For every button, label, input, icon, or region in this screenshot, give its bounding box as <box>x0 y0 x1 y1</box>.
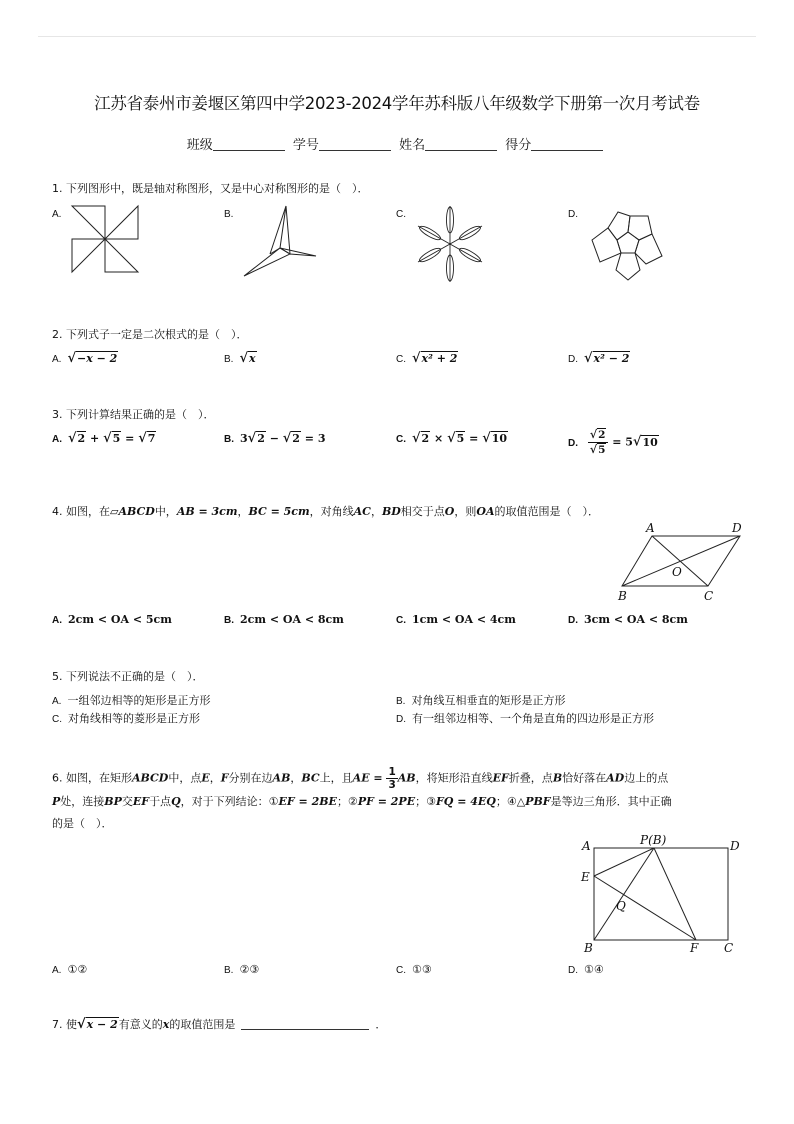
label-b: B <box>618 589 627 603</box>
question-5: 5. 下列说法不正确的是（ ）． <box>52 670 204 683</box>
q1-option-a[interactable]: A. <box>52 209 62 220</box>
q2-option-d[interactable]: D. √x² − 2 <box>568 351 630 366</box>
number-label: 学号 <box>292 138 319 153</box>
name-field[interactable] <box>425 138 497 151</box>
q3-option-c[interactable]: C. √2 × √5 = √10 <box>396 431 508 446</box>
question-4: 4. 如图，在▱ABCD中，AB = 3cm，BC = 5cm，对角线AC，BD相交于点O，则OA的取值范围是（ ）． <box>52 505 599 518</box>
question-1 <box>52 180 369 196</box>
q5-option-d[interactable]: D. 有一组邻边相等、一个角是直角的四边形是正方形 <box>396 712 654 725</box>
label-a: A <box>582 839 591 853</box>
pentagon-ring-figure <box>584 200 672 288</box>
q3-option-a[interactable]: A. √2 + √5 = √7 <box>52 431 156 446</box>
question-6 <box>52 766 752 835</box>
label-q: Q <box>616 899 626 913</box>
parallelogram-figure <box>610 520 760 604</box>
q1-option-c[interactable]: C. <box>396 209 406 220</box>
rectangle-fold-figure <box>578 830 748 958</box>
label-e: E <box>581 870 590 884</box>
q6-line-3: 的是（ ）． <box>52 817 113 830</box>
question-text: 下列计算结果正确的是（ ）． <box>66 408 215 421</box>
label-a: A <box>646 521 655 535</box>
q4-option-a[interactable]: A. 2cm < OA < 5cm <box>52 613 172 626</box>
q1-option-b[interactable]: B. <box>224 209 234 220</box>
q2-option-b[interactable]: B. √x <box>224 351 256 366</box>
student-info-line <box>0 134 794 153</box>
q6-option-d[interactable]: D. ①④ <box>568 963 604 976</box>
page-top-rule <box>38 36 756 37</box>
q6-option-c[interactable]: C. ①③ <box>396 963 432 976</box>
number-field[interactable] <box>319 138 391 151</box>
q6-line-2: P处，连接BP交EF于点Q，对于下列结论：①EF = 2BE；②PF = 2PE；③FQ = 4EQ；④△PBF是等边三角形．其中正确 <box>52 795 672 808</box>
label-pb: P(B) <box>640 833 667 847</box>
label-d: D <box>732 521 742 535</box>
label-c: C <box>704 589 714 603</box>
q3-option-d[interactable]: D. $\frac{√2}{√5}$ = 5√10 <box>568 428 658 456</box>
page-title: 江苏省泰州市姜堰区第四中学2023-2024学年苏科版八年级数学下册第一次月考试卷 <box>94 94 700 113</box>
q4-option-c[interactable]: C. 1cm < OA < 4cm <box>396 613 516 626</box>
q5-option-c[interactable]: C. 对角线相等的菱形是正方形 <box>52 712 200 725</box>
question-text: 下列图形中，既是轴对称图形，又是中心对称图形的是（ ）． <box>66 182 369 195</box>
q4-option-b[interactable]: B. 2cm < OA < 8cm <box>224 613 344 626</box>
q3-option-b[interactable]: B. 3√2 − √2 = 3 <box>224 431 326 446</box>
answer-blank[interactable] <box>241 1018 369 1030</box>
score-field[interactable] <box>531 138 603 151</box>
three-blade-figure <box>240 204 320 278</box>
q6-line-1: 6. 如图，在矩形ABCD中，点E，F分别在边AB，BC上，且AE = $\frac{1}{3}$ AB，将矩形沿直线EF折叠，点B恰好落在AD边上的点 <box>52 766 669 791</box>
question-number: 1. <box>52 182 63 195</box>
question-7: 7. 使√x − 2有意义的x的取值范围是 ． <box>52 1017 387 1032</box>
label-d: D <box>730 839 740 853</box>
class-label: 班级 <box>186 138 213 153</box>
fraction: $\frac{1}{3}$ <box>388 766 396 791</box>
question-number: 3. <box>52 408 63 421</box>
question-2 <box>52 326 248 342</box>
q1-option-d[interactable]: D. <box>568 209 578 220</box>
q2-option-a[interactable]: A. √−x − 2 <box>52 351 118 366</box>
label-o: O <box>672 565 682 579</box>
score-label: 得分 <box>505 138 532 153</box>
class-field[interactable] <box>213 138 285 151</box>
q5-option-b[interactable]: B. 对角线互相垂直的矩形是正方形 <box>396 694 566 707</box>
q4-option-d[interactable]: D. 3cm < OA < 8cm <box>568 613 688 626</box>
pinwheel-figure <box>70 204 140 274</box>
q5-option-a[interactable]: A. 一组邻边相等的矩形是正方形 <box>52 694 211 707</box>
name-label: 姓名 <box>399 138 426 153</box>
petal-flower-figure <box>414 204 486 284</box>
q2-option-c[interactable]: C. √x² + 2 <box>396 351 458 366</box>
question-3 <box>52 406 215 422</box>
label-b: B <box>584 941 593 955</box>
q6-option-b[interactable]: B. ②③ <box>224 963 260 976</box>
fraction: $\frac{√2}{√5}$ <box>588 428 609 457</box>
label-c: C <box>724 941 734 955</box>
q6-option-a[interactable]: A. ①② <box>52 963 88 976</box>
question-number: 2. <box>52 328 63 341</box>
label-f: F <box>690 941 699 955</box>
question-text: 下列式子一定是二次根式的是（ ）． <box>66 328 248 341</box>
